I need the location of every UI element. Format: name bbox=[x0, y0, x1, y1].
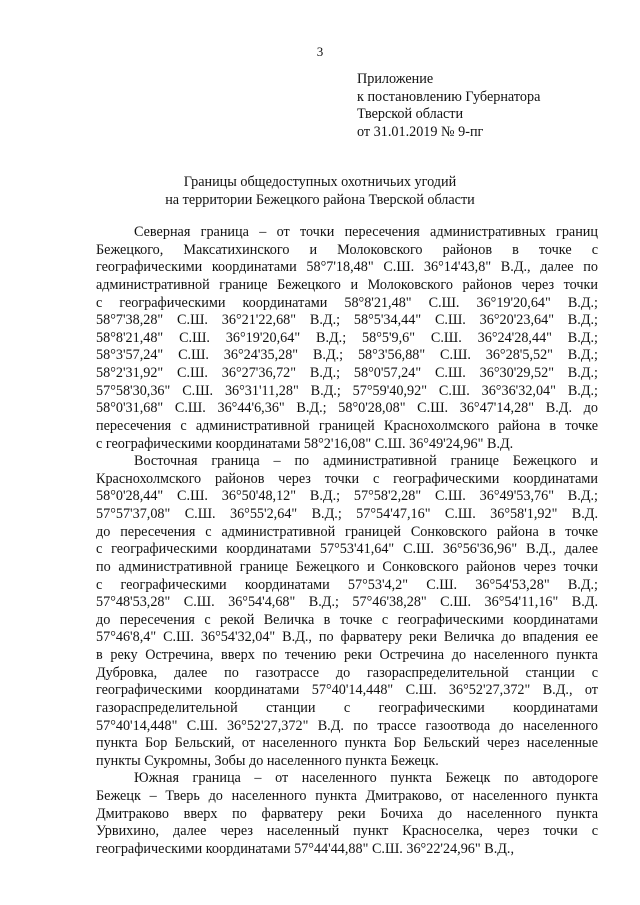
text-line: 58°7'38,28" С.Ш. 36°21'22,68" В.Д.; 58°5'34,44" С.Ш. 36°20'23,64" В.Д.; bbox=[96, 312, 598, 329]
document-body bbox=[96, 224, 598, 859]
text-line: Восточная граница – по административной границе Бежецкого и bbox=[134, 453, 598, 470]
text-line: Краснохолмского районов через точки с географическими координатами bbox=[96, 470, 598, 487]
text-line: до пересечения с рекой Величка в точке с географическими координатами bbox=[96, 611, 598, 628]
text-line: Южная граница – от населенного пункта Бежецк по автодороге bbox=[134, 770, 598, 787]
text-line: 58°8'21,48" С.Ш. 36°19'20,64" В.Д.; 58°5'9,6" С.Ш. 36°24'28,44" В.Д.; bbox=[96, 329, 598, 346]
title-line: на территории Бежецкого района Тверской области bbox=[165, 191, 475, 208]
text-line: географическими координатами 58°7'18,48" С.Ш. 36°14'43,8" В.Д., далее по bbox=[96, 259, 598, 276]
appendix-line: Тверской области bbox=[357, 106, 464, 123]
text-line: с географическими координатами 57°53'41,64" С.Ш. 36°56'36,96" В.Д., далее bbox=[96, 541, 598, 558]
page-number: 3 bbox=[316, 44, 324, 59]
text-line: Северная граница – от точки пересечения административных границ bbox=[134, 224, 598, 240]
text-line: 58°0'28,44" С.Ш. 36°50'48,12" В.Д.; 57°58'2,28" С.Ш. 36°49'53,76" В.Д.; bbox=[96, 488, 598, 505]
text-line: 57°46'8,4" С.Ш. 36°54'32,04" В.Д., по фарватеру реки Величка до впадения ее bbox=[96, 629, 598, 646]
text-line: с географическими координатами 57°53'4,2" С.Ш. 36°54'53,28" В.Д.; bbox=[96, 576, 598, 593]
text-line: 58°0'31,68" С.Ш. 36°44'6,36" В.Д.; 58°0'28,08" С.Ш. 36°47'14,28" В.Д. до bbox=[96, 400, 598, 417]
text-line: 57°48'53,28" С.Ш. 36°54'4,68" В.Д.; 57°46'38,28" С.Ш. 36°54'11,16" В.Д. bbox=[96, 594, 598, 611]
text-line: Дубровка, далее по газотрассе до газораспределительной станции с bbox=[96, 664, 598, 681]
text-line: с географическими координатами 58°2'16,08" С.Ш. 36°49'24,96" В.Д. bbox=[96, 435, 514, 452]
text-line: с географическими координатами 58°8'21,48" С.Ш. 36°19'20,64" В.Д.; bbox=[96, 294, 598, 311]
document-title bbox=[0, 174, 640, 210]
text-line: 58°3'57,24" С.Ш. 36°24'35,28" В.Д.; 58°3'56,88" С.Ш. 36°28'5,52" В.Д.; bbox=[96, 347, 598, 364]
appendix-line: к постановлению Губернатора bbox=[357, 88, 541, 105]
text-line: пункты Сукромны, Зобы до населенного пункта Бежецк. bbox=[96, 752, 439, 769]
text-line: в реку Остречина, вверх по течению реки Остречина до населенного пункта bbox=[96, 647, 598, 663]
text-line: административной границе Бежецкого и Молоковского районов через точки bbox=[96, 276, 598, 293]
appendix-block bbox=[357, 71, 540, 142]
text-line: Бежецк – Тверь до населенного пункта Дмитраково, от населенного пункта bbox=[96, 788, 598, 804]
title-line: Границы общедоступных охотничьих угодий bbox=[183, 174, 457, 190]
text-line: 57°40'14,448" С.Ш. 36°52'27,372" В.Д. по трассе газоотвода до населенного bbox=[96, 717, 598, 734]
text-line: географическими координатами 57°44'44,88" С.Ш. 36°22'24,96" В.Д., bbox=[96, 840, 515, 857]
body-paragraph bbox=[96, 224, 598, 453]
text-line: Бежецкого, Максатихинского и Молоковского районов в точке с bbox=[96, 241, 598, 258]
text-line: 57°57'37,08" С.Ш. 36°55'2,64" В.Д.; 57°54'47,16" С.Ш. 36°58'1,92" В.Д. bbox=[96, 506, 598, 522]
text-line: по административной границе Бежецкого и Сонковского районов через точки bbox=[96, 558, 598, 575]
text-line: пункта Бор Бельский, от населенного пункта Бор Бельский через населенные bbox=[96, 735, 598, 752]
text-line: Дмитраково вверх по фарватеру реки Бочиха до населенного пункта bbox=[96, 805, 598, 822]
appendix-line: от 31.01.2019 № 9-пг bbox=[357, 124, 484, 141]
text-line: до пересечения с административной границей Сонковского района в точке bbox=[96, 523, 598, 540]
appendix-line: Приложение bbox=[357, 71, 434, 87]
text-line: географическими координатами 57°40'14,448" С.Ш. 36°52'27,372" В.Д., от bbox=[96, 682, 598, 699]
body-paragraph bbox=[96, 453, 598, 770]
body-paragraph bbox=[96, 770, 598, 858]
text-line: Урвихино, далее через населенный пункт Красноселка, через точки с bbox=[96, 823, 598, 840]
text-line: пересечения с административной границей Краснохолмского района в точке bbox=[96, 417, 598, 434]
text-line: газораспределительной станции с географическими координатами bbox=[96, 699, 598, 716]
text-line: 58°2'31,92" С.Ш. 36°27'36,72" В.Д.; 58°0'57,24" С.Ш. 36°30'29,52" В.Д.; bbox=[96, 365, 598, 381]
text-line: 57°58'30,36" С.Ш. 36°31'11,28" В.Д.; 57°59'40,92" С.Ш. 36°36'32,04" В.Д.; bbox=[96, 382, 598, 399]
